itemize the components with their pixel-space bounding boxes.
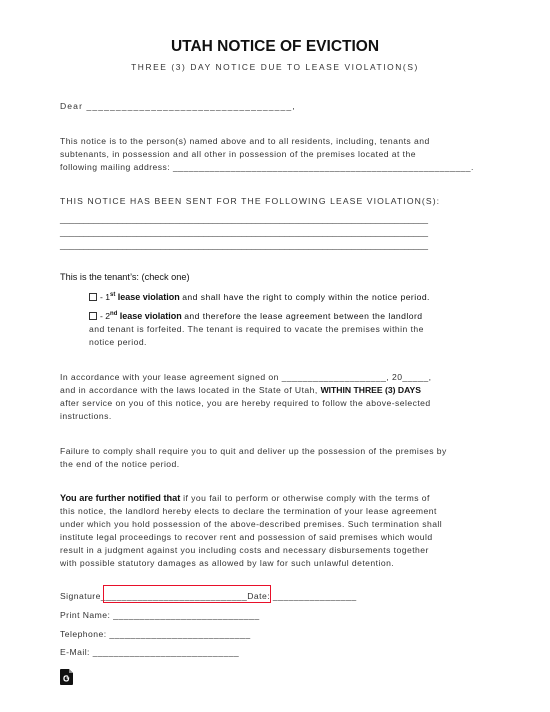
date-field[interactable]: Date: ________________ xyxy=(247,591,357,601)
violation-blank-line-1[interactable]: _____________________________________________________________________________ xyxy=(60,214,429,224)
accordance-line-3: after service on you of this notice, you are hereby required to follow the above-selected xyxy=(60,398,431,408)
failure-line-1: Failure to comply shall require you to quit and deliver up the possession of the premises by xyxy=(60,446,447,456)
tenant-heading: This is the tenant’s: (check one) xyxy=(60,272,190,282)
further-line-5: result in a judgment against you including costs and necessary disbursements together xyxy=(60,545,429,555)
signature-label: Signature xyxy=(60,591,101,601)
failure-line-2: the end of the notice period. xyxy=(60,459,180,469)
document-logo-icon xyxy=(60,669,73,685)
first-violation-checkbox[interactable] xyxy=(89,293,97,301)
accordance-line-2: and in accordance with the laws located in the State of Utah, WITHIN THREE (3) DAYS xyxy=(60,385,421,395)
signature-highlight-box[interactable] xyxy=(100,585,271,603)
mailing-address-line[interactable]: following mailing address: _________________________________________________________. xyxy=(60,162,474,172)
second-violation-checkbox[interactable] xyxy=(89,312,97,320)
option-first-violation: - 1st lease violation and shall have the right to comply within the notice period. xyxy=(89,291,430,304)
notice-line-2: subtenants, in possession and all other in possession of the premises located at the xyxy=(60,149,416,159)
violations-heading: THIS NOTICE HAS BEEN SENT FOR THE FOLLOWING LEASE VIOLATION(S): xyxy=(60,196,441,206)
option-second-line-3: notice period. xyxy=(89,337,147,347)
print-name-field[interactable]: Print Name: ____________________________ xyxy=(60,610,260,620)
further-line-4: institute legal proceedings to recover rent and possession of said premises which would xyxy=(60,532,433,542)
email-field[interactable]: E-Mail: ____________________________ xyxy=(60,647,240,657)
further-line-3: under which you hold possession of the above-described premises. Such termination shall xyxy=(60,519,443,529)
document-title: UTAH NOTICE OF EVICTION xyxy=(170,38,380,55)
option-second-violation: - 2nd lease violation and therefore the lease agreement between the landlord xyxy=(89,310,423,323)
further-line-6: with possible statutory damages as allowed by law for such unlawful detention. xyxy=(60,558,395,568)
further-line-2: this notice, the landlord hereby elects to declare the termination of your lease agreement xyxy=(60,506,437,516)
document-subtitle: THREE (3) DAY NOTICE DUE TO LEASE VIOLATION(S) xyxy=(131,62,419,72)
telephone-field[interactable]: Telephone: ___________________________ xyxy=(60,629,251,639)
salutation-line[interactable]: Dear ___________________________________, xyxy=(60,101,296,111)
violation-blank-line-3[interactable]: _____________________________________________________________________________ xyxy=(60,240,429,250)
violation-blank-line-2[interactable]: _____________________________________________________________________________ xyxy=(60,227,429,237)
signature-field[interactable]: ____________________________ xyxy=(100,591,248,601)
option-second-line-2: and tenant is forfeited. The tenant is required to vacate the premises within the xyxy=(89,324,424,334)
further-line-1: You are further notified that if you fail to perform or otherwise comply with the terms of xyxy=(60,493,430,503)
accordance-line-4: instructions. xyxy=(60,411,112,421)
lease-signed-line[interactable]: In accordance with your lease agreement signed on ____________________, 20_____, xyxy=(60,372,432,382)
notice-line-1: This notice is to the person(s) named above and to all residents, including, tenants and xyxy=(60,136,430,146)
